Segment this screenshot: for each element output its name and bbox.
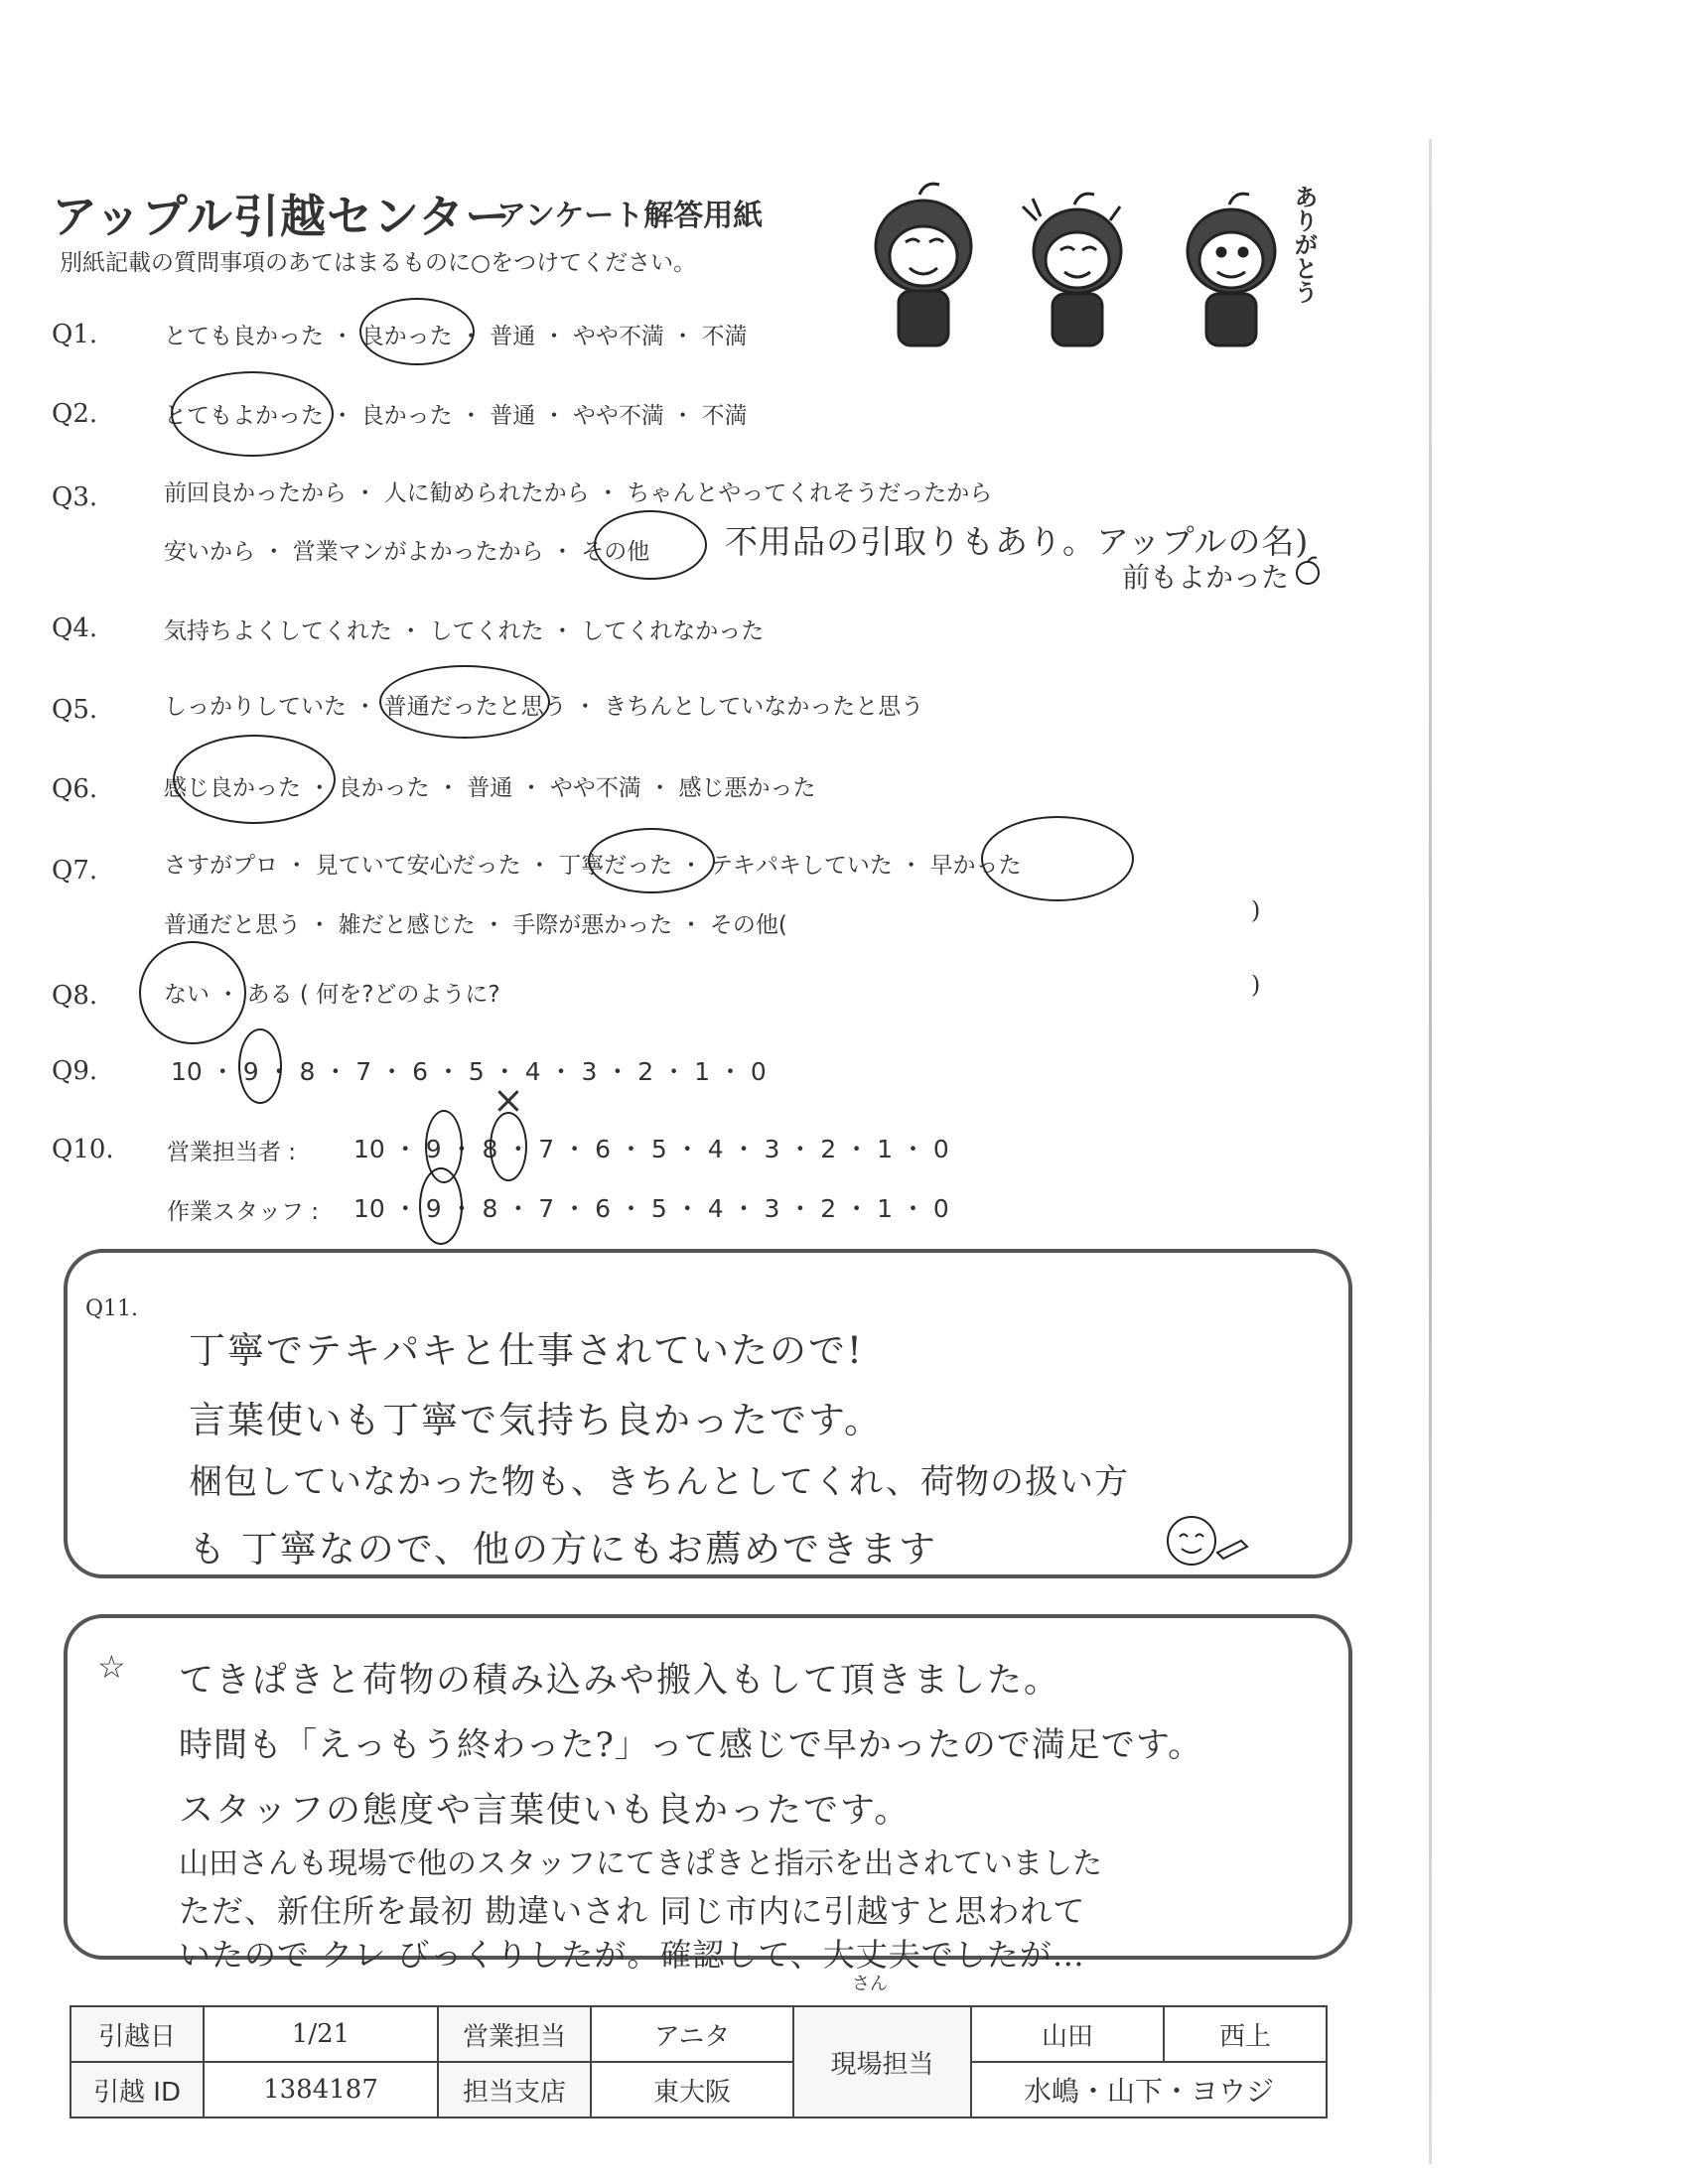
q2-options: とてもよかった ・ 良かった ・ 普通 ・ やや不満 ・ 不満 <box>164 403 748 429</box>
star-comment-line-5: ただ、新住所を最初 勘違いされ 同じ市内に引越すと思われて <box>179 1892 1086 1930</box>
star-comment-line-2: 時間も「えっもう終わった?」って感じで早かったので満足です。 <box>179 1725 1203 1765</box>
q6-number: Q6. <box>52 774 98 804</box>
site-staff-3: 水嶋・山下・ヨウジ <box>971 2062 1327 2117</box>
q11-comment-line-4: も 丁寧なので、他の方にもお薦めできます <box>189 1528 938 1570</box>
branch-value: 東大阪 <box>591 2062 793 2117</box>
star-icon: ☆ <box>97 1648 126 1686</box>
move-id-value: 1384187 <box>204 2062 438 2117</box>
site-staff-1: 山田 <box>971 2006 1164 2062</box>
site-staff-2: 西上 <box>1164 2006 1327 2062</box>
q10-staff-scale: 10 ・ 9 ・ 8 ・ 7 ・ 6 ・ 5 ・ 4 ・ 3 ・ 2 ・ 1 ・ 0 <box>353 1194 949 1223</box>
q1-options: とても良かった ・ 良かった ・ 普通 ・ やや不満 ・ 不満 <box>164 324 748 349</box>
q9-scale: 10 ・ 9 ・ 8 ・ 7 ・ 6 ・ 5 ・ 4 ・ 3 ・ 2 ・ 1 ・ 0 <box>171 1057 767 1086</box>
q9-number: Q9. <box>52 1056 98 1086</box>
q5-options: しっかりしていた ・ 普通だったと思う ・ きちんとしていなかったと思う <box>164 694 924 720</box>
q3-options-line2: 安いから ・ 営業マンがよかったから ・ その他 <box>164 539 650 565</box>
star-comment-line-3: スタッフの態度や言葉使いも良かったです。 <box>179 1791 912 1831</box>
q10-sales-circle-8 <box>490 1112 527 1181</box>
q7-options-line2: 普通だと思う ・ 雑だと感じた ・ 手際が悪かった ・ その他( <box>164 912 787 938</box>
q10-staff-circle-9 <box>419 1167 463 1245</box>
q5-answer-circle <box>379 665 550 739</box>
footer-info-table <box>70 2005 1328 2118</box>
branch-label: 担当支店 <box>438 2062 591 2117</box>
smiley-face-icon <box>1160 1511 1255 1570</box>
q8-number: Q8. <box>52 981 98 1011</box>
q4-number: Q4. <box>52 614 98 643</box>
company-title: アップル引越センター <box>52 190 512 243</box>
q9-answer-circle <box>238 1028 282 1104</box>
q1-answer-circle <box>359 298 475 365</box>
sales-rep-value: アニタ <box>591 2006 793 2062</box>
q7-options-line1: さすがプロ ・ 見ていて安心だった ・ 丁寧だった ・ テキパキしていた ・ 早かった <box>164 853 1022 879</box>
q8-options: ない ・ ある ( 何を?どのように? <box>164 982 500 1008</box>
site-staff-label: 現場担当 <box>793 2006 971 2117</box>
q5-number: Q5. <box>52 695 98 725</box>
q8-answer-circle <box>139 941 246 1044</box>
q11-comment-line-2: 言葉使いも丁寧で気持ち良かったです。 <box>189 1399 884 1441</box>
instruction-text: 別紙記載の質問事項のあてはまるものに○をつけてください。 <box>60 250 697 276</box>
q3-number: Q3. <box>52 482 98 512</box>
q6-answer-circle <box>173 735 336 824</box>
q1-number: Q1. <box>52 320 98 349</box>
q8-close-paren: ) <box>1251 971 1261 999</box>
q6-options: 感じ良かった ・ 良かった ・ 普通 ・ やや不満 ・ 感じ悪かった <box>164 775 816 801</box>
sales-rep-label: 営業担当 <box>438 2006 591 2062</box>
thanks-text: ありがとう <box>1290 185 1318 304</box>
star-comment-line-4: 山田さんも現場で他のスタッフにてきぱきと指示を出されていました <box>179 1846 1102 1881</box>
form-subtitle: アンケート解答用紙 <box>496 199 764 233</box>
q2-number: Q2. <box>52 399 98 429</box>
q7-answer-circle-1 <box>588 828 715 893</box>
q11-comment-line-1: 丁寧でテキパキと仕事されていたので! <box>189 1329 864 1372</box>
q7-answer-circle-2 <box>981 816 1134 901</box>
q10-staff-label: 作業スタッフ : <box>167 1199 320 1225</box>
star-annotation: さん <box>852 1974 888 1994</box>
q7-number: Q7. <box>52 856 98 886</box>
apple-doodle-icon <box>1291 554 1325 588</box>
q11-comment-line-3: 梱包していなかった物も、きちんとしてくれ、荷物の扱い方 <box>189 1462 1130 1502</box>
q4-options: 気持ちよくしてくれた ・ してくれた ・ してくれなかった <box>164 618 765 644</box>
page-edge <box>1429 139 1432 2164</box>
q10-strike-mark: × <box>492 1078 524 1122</box>
move-id-label: 引越 ID <box>70 2062 204 2117</box>
q11-number: Q11. <box>85 1297 139 1321</box>
q3-other-text-line2: 前もよかった <box>1122 561 1290 594</box>
monkey-mascot-illustration <box>854 177 1311 355</box>
q2-answer-circle <box>171 371 334 457</box>
move-date-label: 引越日 <box>70 2006 204 2062</box>
star-comment-line-6: いたので クレ びっくりしたが。確認して、大丈夫でしたが… <box>179 1936 1085 1974</box>
q10-sales-label: 営業担当者 : <box>167 1140 297 1165</box>
q3-options-line1: 前回良かったから ・ 人に勧められたから ・ ちゃんとやってくれそうだったから <box>164 480 993 506</box>
q7-close-paren: ) <box>1251 896 1261 924</box>
q10-sales-scale: 10 ・ 9 ・ 8 ・ 7 ・ 6 ・ 5 ・ 4 ・ 3 ・ 2 ・ 1 ・ 0 <box>353 1135 949 1163</box>
q3-other-text-line1: 不用品の引取りもあり。アップルの名) <box>725 522 1310 561</box>
star-comment-line-1: てきぱきと荷物の積み込みや搬入もして頂きました。 <box>179 1661 1061 1701</box>
move-date-value: 1/21 <box>204 2006 438 2062</box>
q10-number: Q10. <box>52 1135 114 1164</box>
q3-answer-circle <box>594 510 707 580</box>
